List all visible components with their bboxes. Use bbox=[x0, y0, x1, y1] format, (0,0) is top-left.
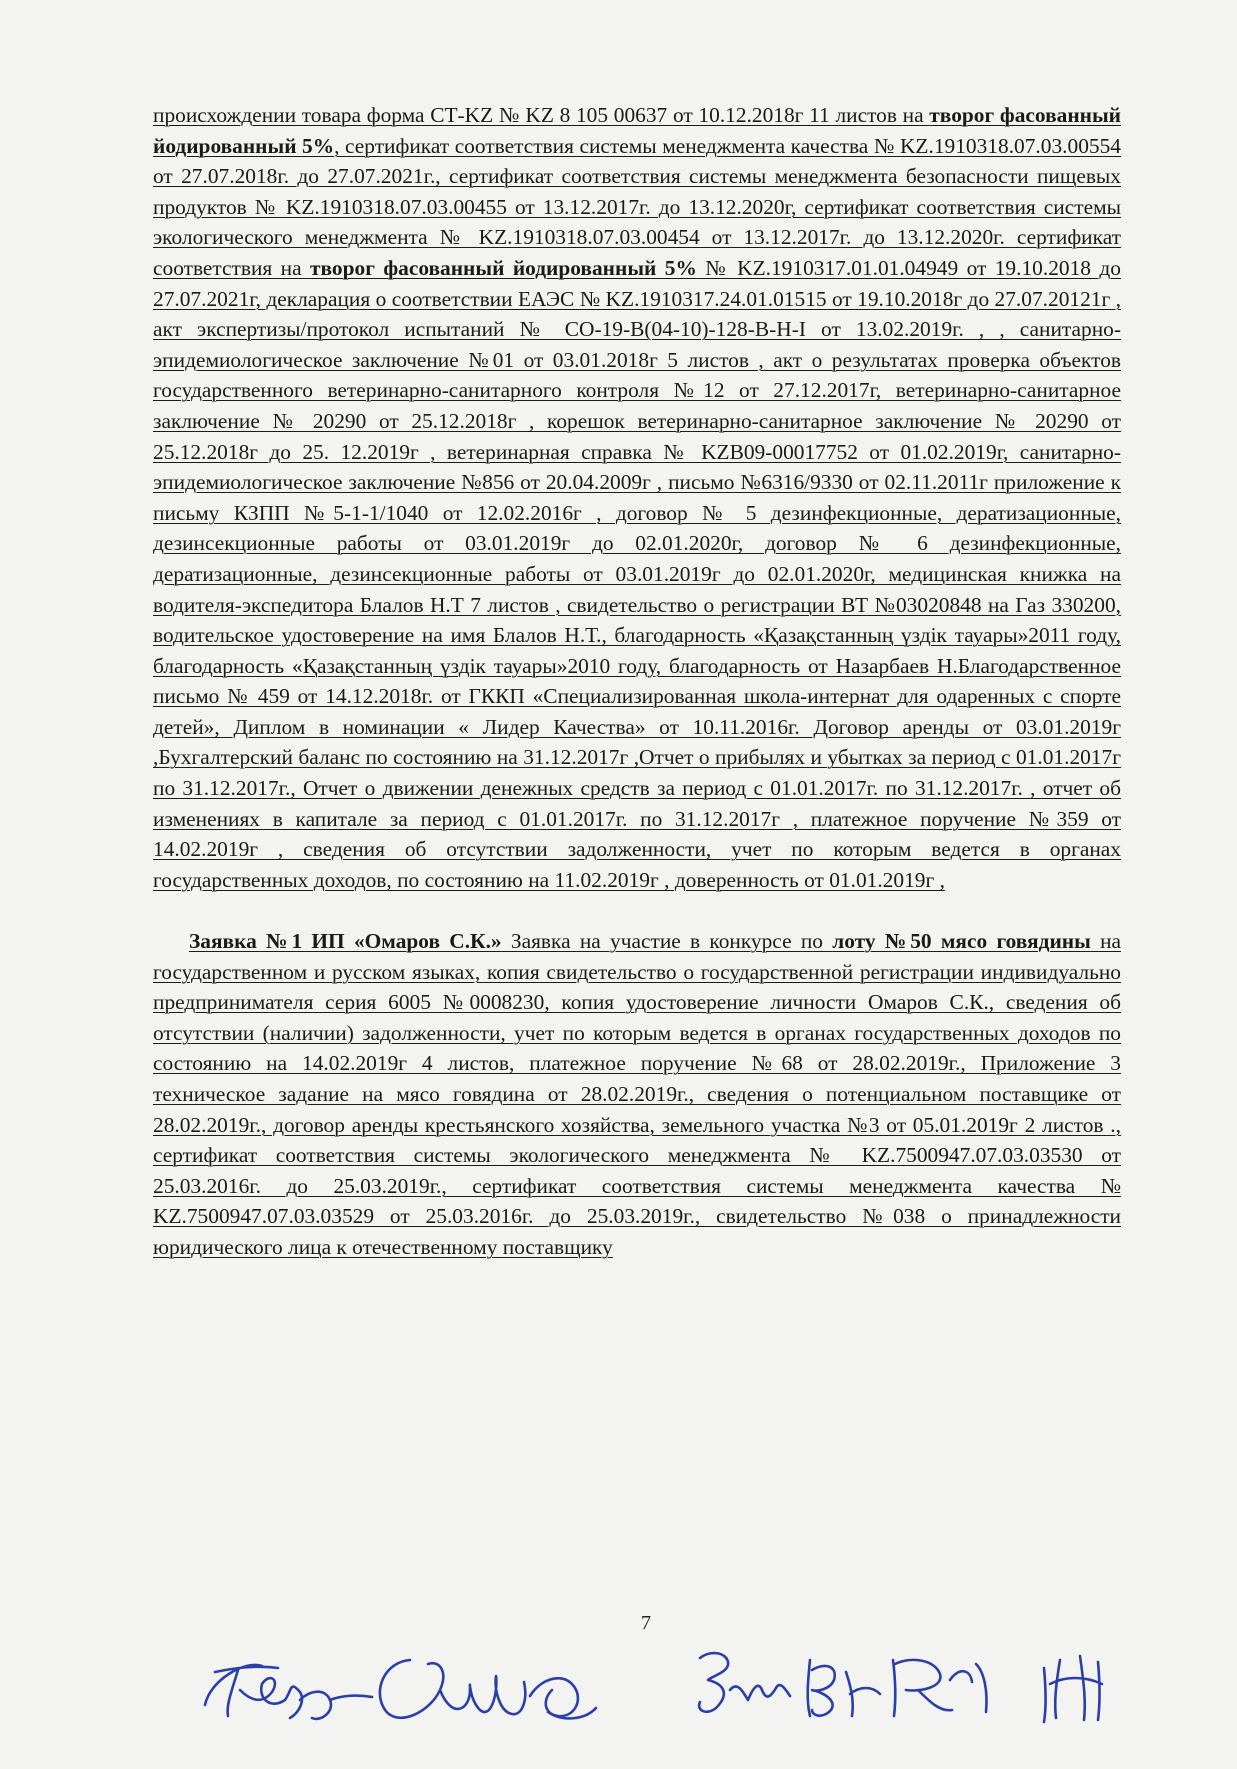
text-run: № KZ.1910317.01.01.04949 от 19.10.2018 до 27.07.2021г, декларация о соответствии ЕАЭС № KZ.1910317.24.01.01515 от 19.10.2018г до 27.07.20121г , акт экспертизы/протокол испытаний № CO-19-B(04-10)-128-B-H-I от 13.02.2019г. , , санитарно-эпидемиологическое заключение №01 от 03.01.2018г 5 листов , акт о результатах проверка объектов государственного ветеринарно-санитарного контроля №12 от 27.12.2017г, ветеринарно-санитарное заключение № 20290 от 25.12.2018г , корешок ветеринарно-санитарное заключение № 20290 от 25.12.2018г до 25. 12.2019г , ветеринарная справка № KZB09-00017752 от 01.02.2019г, санитарно-эпидемиологическое заключение №856 от 20.04.2009г , письмо №6316/9330 от 02.11.2011г приложение к письму КЗПП №5-1-1/1040 от 12.02.2016г , договор № 5 дезинфекционные, дератизационные, дезинсекционные работы от 03.01.2019г до 02.01.2020г, договор № 6 дезинфекционные, дератизационные, дезинсекционные работы от 03.01.2019г до 02.01.2020г, медицинская книжка на водителя-экспедитора Блалов Н.Т 7 листов , свидетельство о регистрации ВТ №03020848 на Газ 330200, водительское удостоверение на имя Блалов Н.Т., благодарность «Қазақстанның үздік тауары»2011 году, благодарность «Қазақстанның үздік тауары»2010 году, благодарность от Назарбаев Н.Благодарственное письмо № 459 от 14.12.2018г. от ГККП «Специализированная школа-интернат для одаренных с спорте детей», Диплом в номинации « Лидер Качества» от 10.11.2016г. Договор аренды от 03.01.2019г ,Бухгалтерский баланс по состоянию на 31.12.2017г ,Отчет о прибылях и убытках за период с 01.01.2017г по 31.12.2017г., Отчет о движении денежных средств за период с 01.01.2017г. по 31.12.2017г. , отчет об изменениях в капитале за период с 01.01.2017г. по 31.12.2017г , платежное поручение №359 от 14.02.2019г , сведения об отсутствии задолженности, учет по которым ведется в органах государственных доходов, по состоянию на 11.02.2019г , доверенность от 01.01.2019г , bbox=[153, 255, 1121, 892]
paragraph-2 bbox=[153, 926, 1121, 1263]
document-body bbox=[153, 100, 1121, 1263]
text-run: , сертификат соответствия системы менеджмента качества № KZ.1910318.07.03.00554 от 27.07.2018г. до 27.07.2021г., сертификат соответствия системы менеджмента безопасности пищевых продуктов № KZ.1910318.07.03.00455 от 13.12.2017г. до 13.12.2020г, сертификат соответствия системы экологического менеджмента № KZ.1910318.07.03.00454 от 13.12.2017г. до 13.12.2020г. сертификат соответствия на bbox=[153, 133, 1121, 280]
page-number: 7 bbox=[641, 1612, 651, 1634]
text-run: Заявка на участие в конкурсе по bbox=[501, 929, 833, 954]
signature-left bbox=[205, 1660, 596, 1719]
paragraph-1 bbox=[153, 100, 1121, 895]
signature-right bbox=[699, 1653, 1102, 1722]
bold-text-run: лоту №50 мясо говядины bbox=[832, 929, 1091, 954]
bold-text-run: творог фасованный йодированный 5% bbox=[310, 255, 697, 280]
text-run: происхождении товара форма СТ-KZ № KZ 8 105 00637 от 10.12.2018г 11 листов на bbox=[153, 103, 930, 127]
bold-text-run: творог фасованный йодированный 5% bbox=[153, 103, 1121, 158]
text-run: на государственном и русском языках, копия свидетельство о государственной регистрации индивидуально предпринимателя серия 6005 №0008230, копия удостоверение личности Омаров С.К., сведения об отсутствии (наличии) задолженности, учет по которым ведется в органах государственных доходов по состоянию на 14.02.2019г 4 листов, платежное поручение №68 от 28.02.2019г., Приложение 3 техническое задание на мясо говядина от 28.02.2019г., сведения о потенциальном поставщике от 28.02.2019г., договор аренды крестьянского хозяйства, земельного участка №3 от 05.01.2019г 2 листов ., сертификат соответствия системы экологического менеджмента № KZ.7500947.07.03.03530 от 25.03.2016г. до 25.03.2019г., сертификат соответствия системы менеджмента качества № KZ.7500947.07.03.03529 от 25.03.2016г. до 25.03.2019г., свидетельство №038 о принадлежности юридического лица к отечественному поставщику bbox=[153, 929, 1122, 1259]
bold-text-run: Заявка №1 ИП «Омаров С.К.» bbox=[189, 929, 502, 954]
